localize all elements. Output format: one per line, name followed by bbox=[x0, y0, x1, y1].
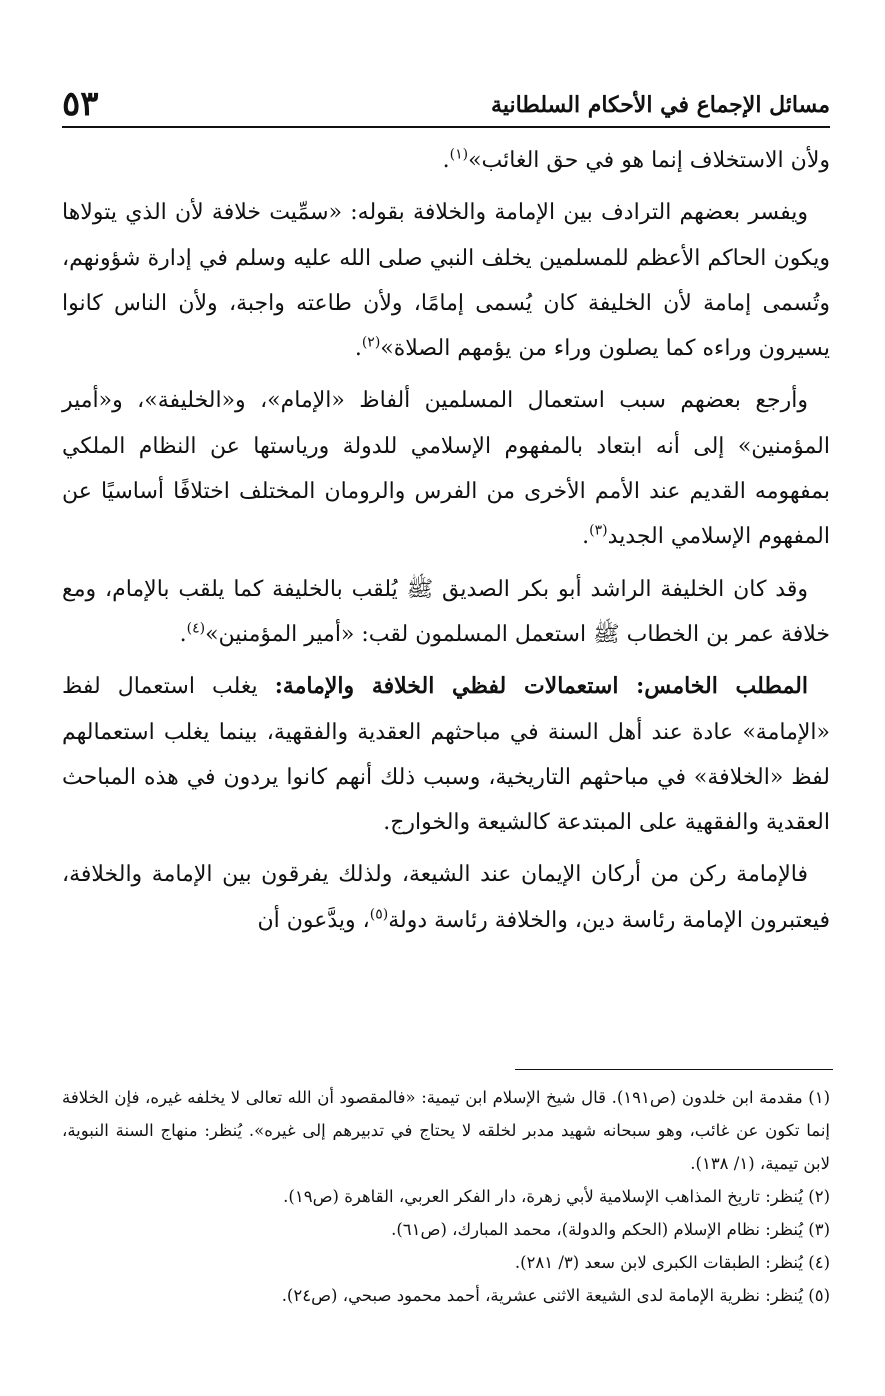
paragraph bbox=[62, 138, 830, 183]
paragraph-end: . bbox=[354, 336, 362, 362]
paragraph bbox=[62, 852, 830, 943]
main-text bbox=[62, 138, 830, 943]
section-heading: المطلب الخامس: استعمالات لفظي الخلافة والإمامة: bbox=[274, 673, 808, 700]
footnote: (٥) يُنظر: نظرية الإمامة لدى الشيعة الاثنى عشرية، أحمد محمود صبحي، (ص٢٤). bbox=[281, 1286, 830, 1305]
paragraph bbox=[62, 190, 830, 371]
footnote-ref: (٣) bbox=[589, 523, 608, 540]
footnote: (١) مقدمة ابن خلدون (ص١٩١). قال شيخ الإسلام ابن تيمية: «فالمقصود أن الله تعالى لا يخلفه غيره، فإن الخلافة إنما تكون عن غائب، وهو سبحانه شهيد مدبر لخلقه لا يحتاج في تدبيرهم إلى غيره». يُنظر: منهاج السنة النبوية، لابن تيمية، (١/ ١٣٨). bbox=[62, 1088, 830, 1173]
paragraph-text: وأرجع بعضهم سبب استعمال المسلمين ألفاظ «الإمام»، و«الخليفة»، و«أمير المؤمنين» إلى أنه ابتعاد بالمفهوم الإسلامي للدولة ورياستها عن النظام الملكي بمفهومه القديم عند الأمم الأخرى من الفرس والرومان المختلف اختلافًا أساسيًا عن المفهوم الإسلامي الجديد bbox=[62, 388, 830, 550]
page-number: ٥٣ bbox=[62, 84, 99, 124]
paragraph-text: ولأن الاستخلاف إنما هو في حق الغائب» bbox=[468, 148, 830, 173]
footnote: (٢) يُنظر: تاريخ المذاهب الإسلامية لأبي زهرة، دار الفكر العربي، القاهرة (ص١٩). bbox=[283, 1187, 830, 1206]
paragraph-text: ويفسر بعضهم الترادف بين الإمامة والخلافة بقوله: «سمِّيت خلافة لأن الذي يتولاها ويكون الحاكم الأعظم للمسلمين يخلف النبي صلى الله عليه وسلم في إدارة شؤونهم، وتُسمى إمامة لأن الخليفة كان يُسمى إمامًا، ولأن طاعته واجبة، ولأن الناس كانوا يسيرون وراءه كما يصلون وراء من يؤمهم الصلاة» bbox=[62, 200, 830, 362]
footnote-divider bbox=[515, 1069, 833, 1070]
paragraph bbox=[62, 567, 830, 658]
paragraph-end: . bbox=[442, 148, 450, 173]
paragraph-text: وقد كان الخليفة الراشد أبو بكر الصديق ﷺ يُلقب بالخليفة كما يلقب بالإمام، ومع خلافة عمر بن الخطاب ﷺ استعمل المسلمون لقب: «أمير المؤمنين» bbox=[62, 576, 830, 647]
footnote: (٣) يُنظر: نظام الإسلام (الحكم والدولة)، محمد المبارك، (ص٦١). bbox=[391, 1220, 830, 1239]
paragraph bbox=[62, 378, 830, 559]
paragraph-text: فالإمامة ركن من أركان الإيمان عند الشيعة، ولذلك يفرقون بين الإمامة والخلافة، فيعتبرون الإمامة رئاسة دين، والخلافة رئاسة دولة bbox=[62, 862, 830, 933]
footnote-ref: (١) bbox=[449, 146, 469, 163]
running-title: مسائل الإجماع في الأحكام السلطانية bbox=[491, 92, 830, 118]
footnote-ref: (٢) bbox=[361, 334, 381, 351]
paragraph-end: . bbox=[582, 524, 590, 550]
paragraph-end: . bbox=[179, 621, 187, 647]
running-header bbox=[62, 78, 830, 128]
footnotes bbox=[62, 1081, 830, 1312]
footnote-ref: (٤) bbox=[186, 620, 206, 637]
section-text: يغلب استعمال لفظ «الإمامة» عادة عند أهل السنة في مباحثهم العقدية والفقهية، بينما يغلب استعمالهم لفظ «الخلافة» في مباحثهم التاريخية، وسبب ذلك أنهم كانوا يردون في هذه المباحث العقدية والفقهية على المبتدعة كالشيعة والخوارج. bbox=[62, 674, 830, 836]
footnote: (٤) يُنظر: الطبقات الكبرى لابن سعد (٣/ ٢٨١). bbox=[514, 1253, 830, 1272]
section-paragraph bbox=[62, 664, 830, 845]
footnote-ref: (٥) bbox=[369, 906, 389, 923]
paragraph-text-continued: ، ويدَّعون أن bbox=[257, 907, 370, 933]
